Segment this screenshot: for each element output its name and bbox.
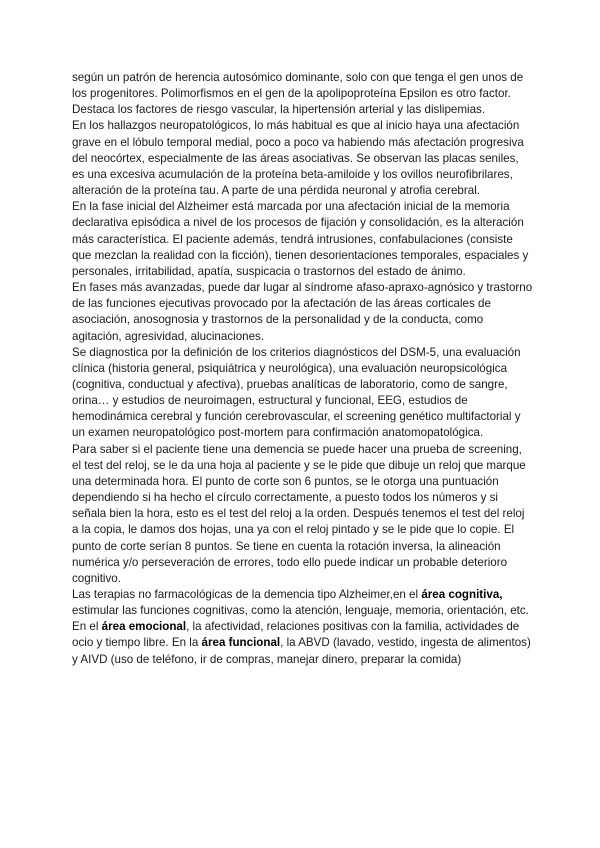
paragraph-text: En fases más avanzadas, puede dar lugar al síndrome afaso-apraxo-agnósico y trastorno de las funciones ejecutivas provocado por la afectación de las áreas corticales de asociación, anosognosia y trastornos de la personalidad y de la conducta, como agitación, agresividad, alucinaciones. — [72, 281, 533, 343]
bold-term-functional-area: área funcional — [201, 636, 281, 650]
paragraph-text: , la afectividad, relaciones positivas con la familia, actividades de ocio y tiempo libre. En la — [72, 620, 520, 650]
paragraph-text: Se diagnostica por la definición de los criterios diagnósticos del DSM-5, una evaluación clínica (historia general, psiquiátrica y neurológica), una evaluación neuropsicológica (cognitiva, conductual y afectiva), pruebas analíticas de laboratorio, como de sangre, orina… y estudios de neuroimagen, estructural y funcional, EEG, estudios de hemodinámica cerebral y función cerebrovascular, el screening genético multifactorial y un examen neuropatológico post-mortem para confirmación anatomopatológica. — [72, 345, 521, 440]
paragraph-text: Las terapias no farmacológicas de la demencia tipo Alzheimer,en el — [72, 588, 422, 601]
paragraph-text: Para saber si el paciente tiene una demencia se puede hacer una prueba de screening, el test del reloj, se le da una hoja al paciente y se le pide que dibuje un reloj que marque una determinada hora. El punto de corte son 6 puntos, se le otorga una puntuación dependiendo si ha hecho el círculo correctamente, a puesto todos los números y si señala bien la hora, esto es el test del reloj a la orden. Después tenemos el test del reloj a la copia, le damos dos hojas, una ya con el reloj pintado y se le pide que lo copie. El punto de corte serían 8 puntos. Se tiene en cuenta la rotación inversa, la alineación numérica y/o perseveración de errores, todo ello puede indicar un probable deterioro cognitivo. — [72, 442, 526, 585]
bold-term-emotional-area: área emocional — [101, 620, 187, 634]
paragraph-diagnosis — [72, 345, 534, 442]
paragraph-text: , la ABVD (lavado, vestido, ingesta de alimentos) y AIVD (uso de teléfono, ir de compras, manejar dinero, preparar la comida) — [72, 636, 531, 666]
paragraph-advanced-phase — [72, 280, 534, 345]
paragraph-clock-test — [72, 442, 534, 587]
document-body — [72, 70, 534, 668]
paragraph-initial-phase — [72, 199, 534, 280]
paragraph-text: En los hallazgos neuropatológicos, lo más habitual es que al inicio haya una afectación grave en el lóbulo temporal medial, poco a poco va habiendo más afectación progresiva del neocórtex, especialmente de las áreas asociativas. Se observan las placas seniles, es una excesiva acumulación de la proteína beta-amiloide y los ovillos neurofibrilares, alteración de la proteína tau. A parte de una pérdida neuronal y atrofia cerebral. — [72, 119, 524, 198]
paragraph-therapies — [72, 587, 534, 668]
bold-term-cognitive-area: área cognitiva, — [421, 588, 503, 601]
paragraph-text: estimular las funciones cognitivas, como la atención, lenguaje, memoria, orientación, etc. En el — [72, 604, 529, 634]
paragraph-text: según un patrón de herencia autosómico dominante, solo con que tenga el gen unos de los progenitores. Polimorfismos en el gen de la apolipoproteína Epsilon es otro factor. Destaca los factores de riesgo vascular, la hipertensión arterial y las dislipemias. — [72, 71, 524, 117]
paragraph-text: En la fase inicial del Alzheimer está marcada por una afectación inicial de la memoria declarativa episódica a nivel de los procesos de fijación y consolidación, es la alteración más característica. El paciente además, tendrá intrusiones, confabulaciones (consiste que mezclan la realidad con la ficción), tienen desorientaciones temporales, espaciales y personales, irritabilidad, apatía, suspicacia o trastornos del estado de ánimo. — [72, 200, 529, 278]
paragraph-neuropathology — [72, 118, 534, 199]
paragraph-inheritance — [72, 70, 534, 118]
